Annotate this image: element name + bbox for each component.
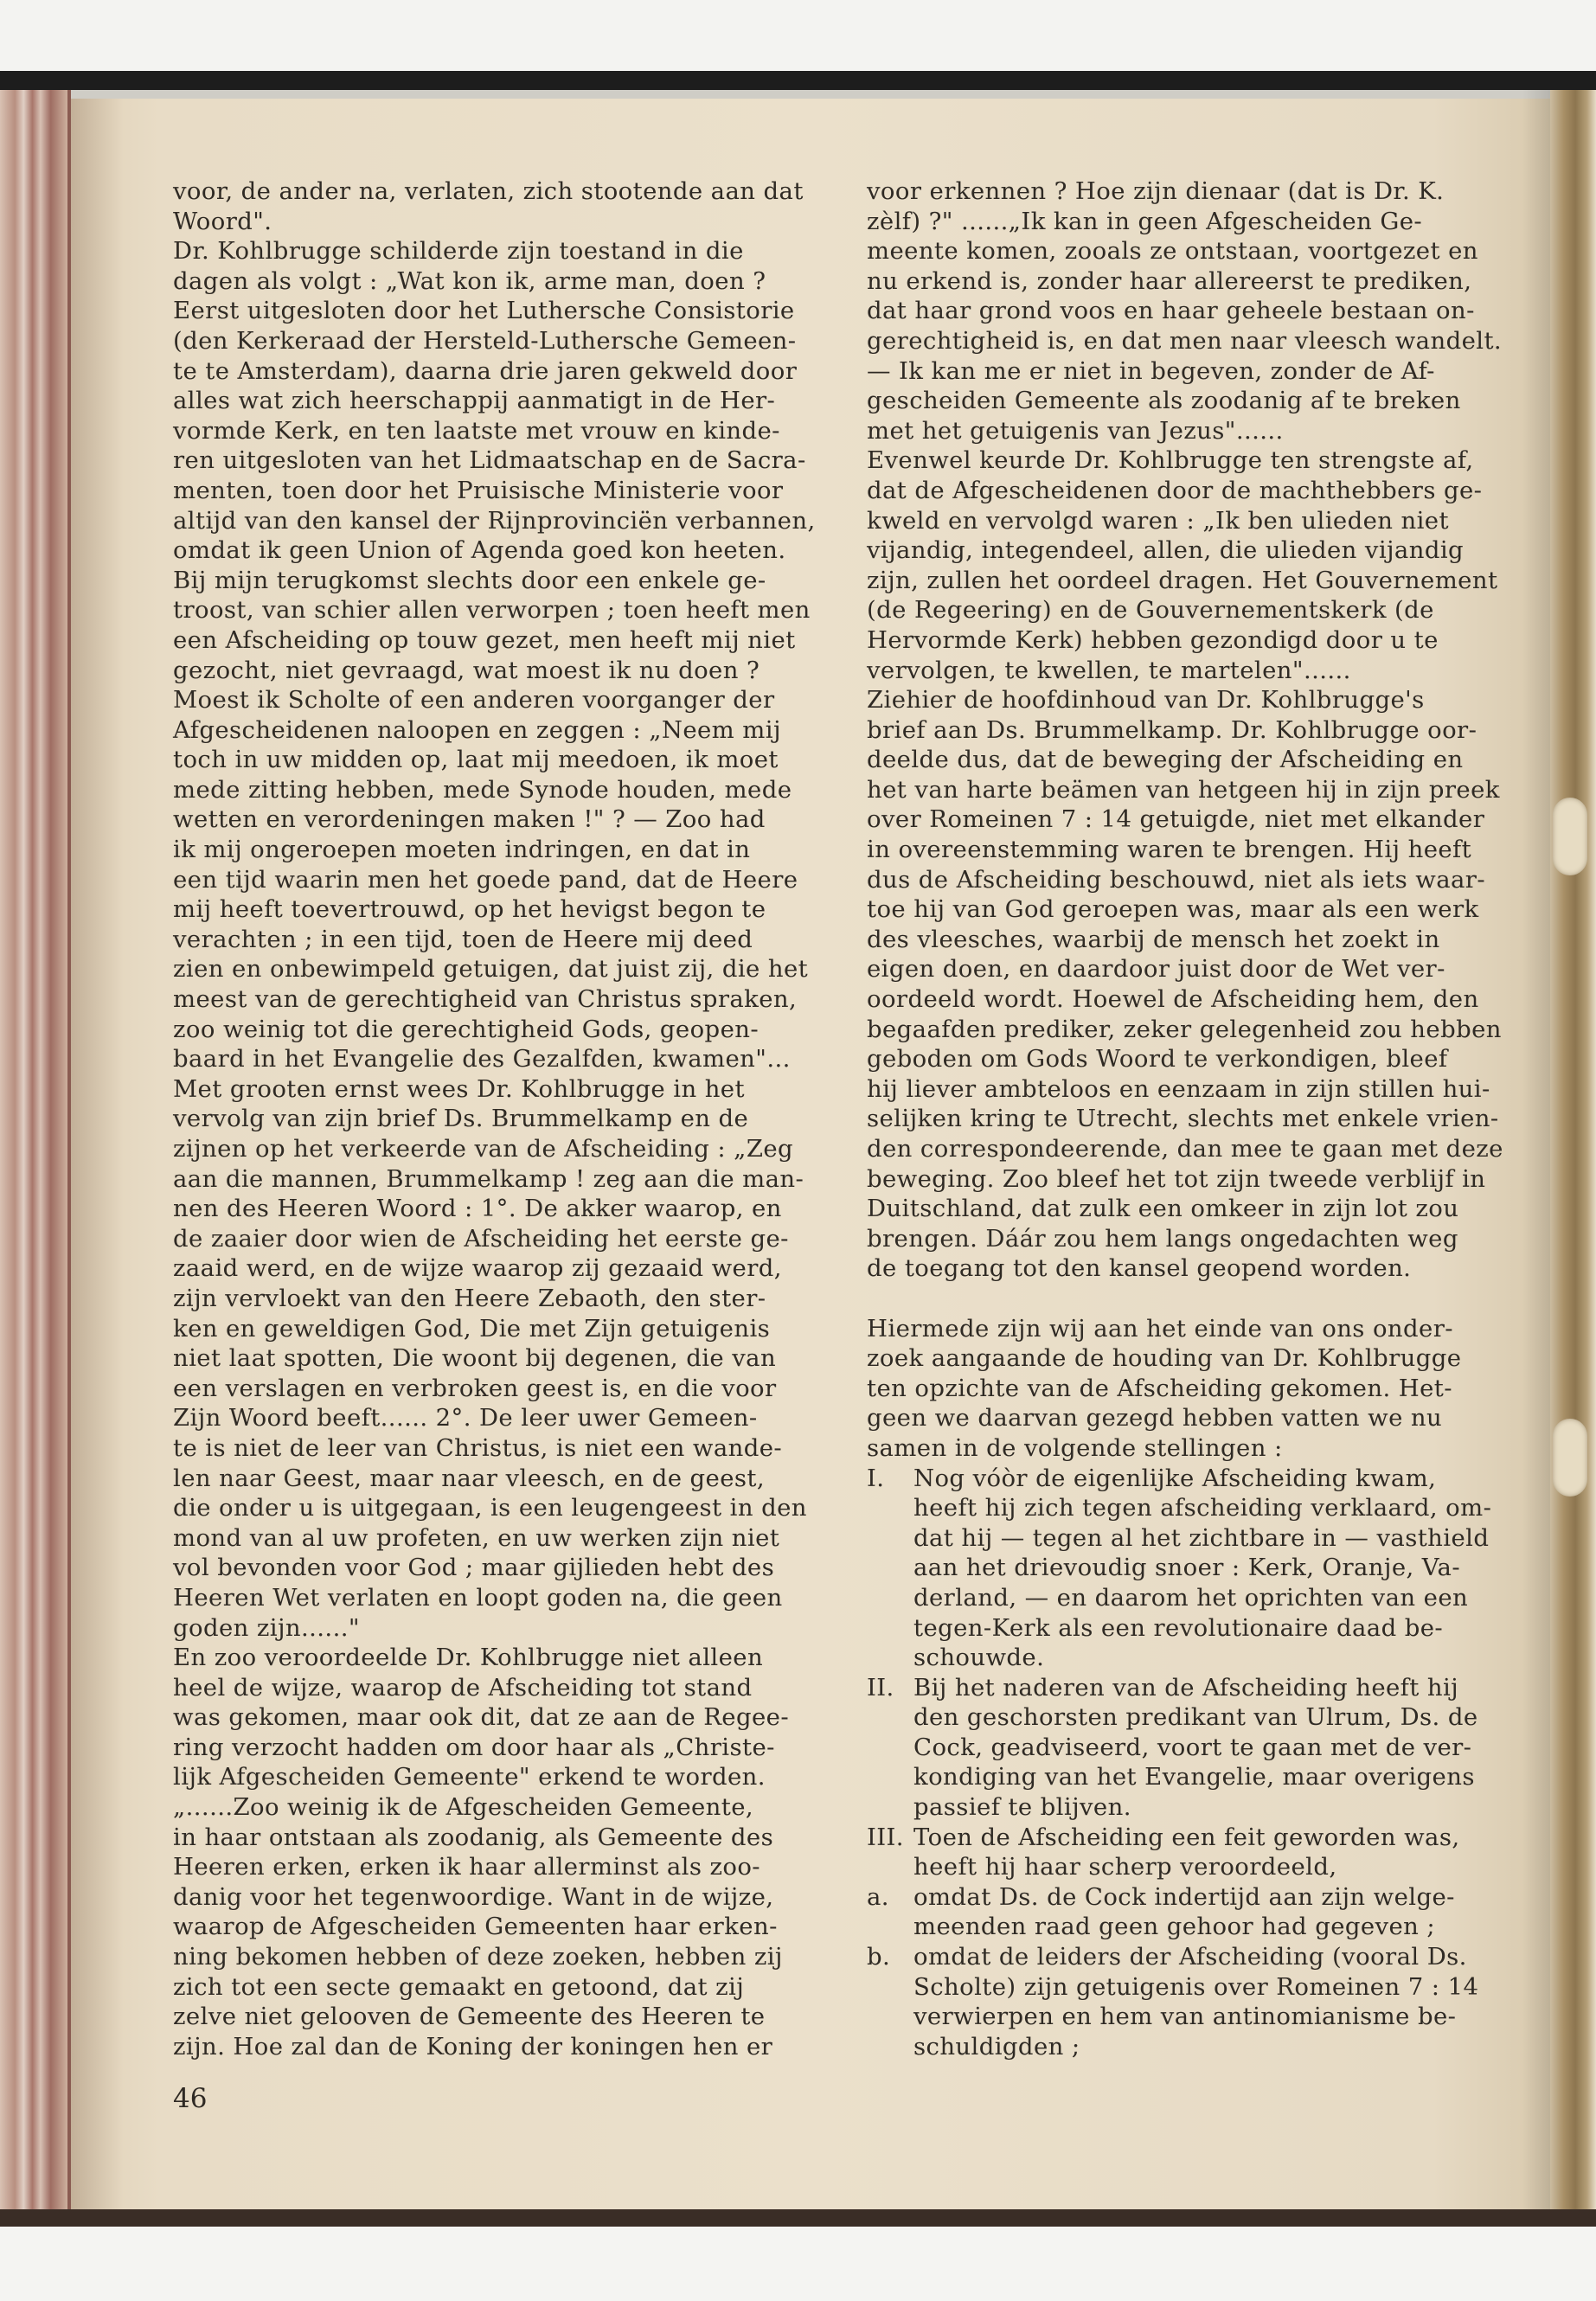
text-line: een Afscheiding op touw gezet, men heeft mij niet xyxy=(173,625,796,654)
thesis-item xyxy=(867,1942,1524,1972)
book-top-edge-light xyxy=(0,90,1596,99)
text-line: meest van de gerechtigheid van Christus spraken, xyxy=(173,985,798,1014)
text-line: ik mij ongeroepen moeten indringen, en dat in xyxy=(173,836,751,864)
text-line: de toegang tot den kansel geopend worden. xyxy=(867,1254,1412,1283)
text-line: Heeren erken, erken ik haar allerminst als zoo- xyxy=(173,1853,760,1881)
text-line: in overeenstemming waren te brengen. Hij heeft xyxy=(867,836,1472,864)
text-line: vijandig, integendeel, allen, die ulieden vijandig xyxy=(867,536,1465,565)
text-line: Cock, geadviseerd, voort te gaan met de ver- xyxy=(913,1733,1472,1761)
text-line: Dr. Kohlbrugge schilderde zijn toestand in die xyxy=(173,237,744,266)
text-line: dus de Afscheiding beschouwd, niet als iets waar- xyxy=(867,865,1486,894)
text-line: zelve niet gelooven de Gemeente des Heeren te xyxy=(173,2003,766,2031)
text-line: schouwde. xyxy=(913,1644,1045,1672)
text-line: ren uitgesloten van het Lidmaatschap en de Sacra- xyxy=(173,446,806,475)
thesis-item xyxy=(867,1673,1524,1703)
text-line: voor erkennen ? Hoe zijn dienaar (dat is Dr. K. xyxy=(867,177,1445,205)
text-line: vormde Kerk, en ten laatste met vrouw en kinde- xyxy=(173,416,780,445)
text-line: danig voor het tegenwoordige. Want in de wijze, xyxy=(173,1882,774,1911)
text-line: omdat ik geen Union of Agenda goed kon heeten. xyxy=(173,536,786,565)
thesis-item xyxy=(867,1823,1524,1853)
book-top-edge xyxy=(0,71,1596,90)
text-line: Woord". xyxy=(173,207,272,235)
text-line: Evenwel keurde Dr. Kohlbrugge ten strengste af, xyxy=(867,446,1474,475)
text-line: zoo weinig tot die gerechtigheid Gods, geopen- xyxy=(173,1015,760,1043)
thesis-text: Nog vóòr de eigenlijke Afscheiding kwam, xyxy=(913,1464,1437,1492)
text-line: niet laat spotten, Die woont bij degenen, die van xyxy=(173,1344,777,1373)
text-line: brengen. Dáár zou hem langs ongedachten weg xyxy=(867,1224,1458,1253)
page-number: 46 xyxy=(173,2083,208,2114)
text-line: mij heeft toevertrouwd, op het hevigst begon te xyxy=(173,895,766,924)
book-right-page-edges xyxy=(1550,90,1596,2209)
text-line: alles wat zich heerschappij aanmatigt in de Her- xyxy=(173,387,776,415)
text-line: voor, de ander na, verlaten, zich stootende aan dat xyxy=(173,177,804,205)
text-line: baard in het Evangelie des Gezalfden, kwamen"... xyxy=(173,1045,791,1074)
text-line: goden zijn......" xyxy=(173,1613,360,1642)
text-line: ning bekomen hebben of deze zoeken, hebben zij xyxy=(173,1943,783,1971)
text-line: Ziehier de hoofdinhoud van Dr. Kohlbrugge's xyxy=(867,686,1425,715)
text-line: des vleesches, waarbij de mensch het zoekt in xyxy=(867,925,1440,953)
text-line: kweld en vervolgd waren : „Ik ben ulieden niet xyxy=(867,506,1449,535)
text-line: verachten ; in een tijd, toen de Heere mij deed xyxy=(173,925,753,953)
text-line: oordeeld wordt. Hoewel de Afscheiding hem, den xyxy=(867,985,1479,1014)
thesis-number: a. xyxy=(867,1882,889,1911)
text-line: zich tot een secte gemaakt en getoond, dat zij xyxy=(173,1972,745,2001)
text-line: te te Amsterdam), daarna drie jaren gekweld door xyxy=(173,356,798,385)
text-line: zèlf) ?" ......„Ik kan in geen Afgescheiden Ge- xyxy=(867,207,1423,235)
text-line: een tijd waarin men het goede pand, dat de Heere xyxy=(173,865,798,894)
text-line: Zijn Woord beeft...... 2°. De leer uwer Gemeen- xyxy=(173,1404,758,1433)
text-line: nu erkend is, zonder haar allereerst te prediken, xyxy=(867,266,1472,295)
text-line: zaaid werd, en de wijze waarop zij gezaaid werd, xyxy=(173,1254,782,1283)
page-right-shadow xyxy=(1522,90,1550,2209)
thesis-text: omdat de leiders der Afscheiding (vooral Ds. xyxy=(913,1943,1467,1971)
text-line: begaafden prediker, zeker gelegenheid zou hebben xyxy=(867,1015,1502,1043)
text-line: waarop de Afgescheiden Gemeenten haar erken- xyxy=(173,1913,778,1941)
book-bottom-edge xyxy=(0,2209,1596,2227)
text-line: wetten en verordeningen maken !" ? — Zoo had xyxy=(173,805,766,834)
text-line: len naar Geest, maar naar vleesch, en de geest, xyxy=(173,1464,766,1492)
right-text-column xyxy=(867,176,1524,2061)
text-line: ten opzichte van de Afscheiding gekomen. Het- xyxy=(867,1374,1452,1402)
text-line: beweging. Zoo bleef het tot zijn tweede verblijf in xyxy=(867,1164,1486,1193)
text-line: (den Kerkeraad der Hersteld-Luthersche Gemeen- xyxy=(173,326,797,355)
text-line: over Romeinen 7 : 14 getuigde, niet met elkander xyxy=(867,805,1485,834)
text-line: „......Zoo weinig ik de Afgescheiden Gemeente, xyxy=(173,1793,754,1822)
text-line: Hiermede zijn wij aan het einde van ons onder- xyxy=(867,1314,1453,1343)
text-line: tegen-Kerk als een revolutionaire daad be- xyxy=(913,1613,1444,1642)
text-line: altijd van den kansel der Rijnprovinciën verbannen, xyxy=(173,506,816,535)
text-line: mede zitting hebben, mede Synode houden, mede xyxy=(173,775,792,804)
text-line: samen in de volgende stellingen : xyxy=(867,1433,1283,1462)
text-line: derland, — en daarom het oprichten van een xyxy=(913,1583,1469,1612)
text-line: vervolg van zijn brief Ds. Brummelkamp en de xyxy=(173,1105,749,1133)
scan-bottom-margin xyxy=(0,2227,1596,2301)
text-line: toch in uw midden op, laat mij meedoen, ik moet xyxy=(173,746,779,774)
text-line: die onder u is uitgegaan, is een leugengeest in den xyxy=(173,1494,807,1522)
text-line: dat de Afgescheidenen door de machthebbers ge- xyxy=(867,476,1483,504)
page-tab-marker xyxy=(1553,798,1587,875)
text-line: dat hij — tegen al het zichtbare in — vasthield xyxy=(913,1523,1490,1552)
text-line: zijn vervloekt van den Heere Zebaoth, den ster- xyxy=(173,1284,766,1312)
text-line: zien en onbewimpeld getuigen, dat juist zij, die het xyxy=(173,955,809,984)
text-line: zijn, zullen het oordeel dragen. Het Gouvernement xyxy=(867,566,1498,594)
text-line: Heeren Wet verlaten en loopt goden na, die geen xyxy=(173,1583,783,1612)
page-gutter-shadow xyxy=(71,99,123,2209)
text-line: troost, van schier allen verworpen ; toen heeft men xyxy=(173,596,811,625)
thesis-text: Bij het naderen van de Afscheiding heeft hij xyxy=(913,1673,1459,1702)
text-line: vervolgen, te kwellen, te martelen"...... xyxy=(867,656,1351,684)
text-line: Duitschland, dat zulk een omkeer in zijn lot zou xyxy=(867,1195,1459,1223)
thesis-number: III. xyxy=(867,1823,904,1851)
text-line: meente komen, zooals ze ontstaan, voortgezet en xyxy=(867,237,1478,266)
text-line: was gekomen, maar ook dit, dat ze aan de Regee- xyxy=(173,1703,790,1732)
thesis-text: Toen de Afscheiding een feit geworden was, xyxy=(913,1823,1460,1851)
book-left-page-edges xyxy=(0,90,67,2209)
text-line: Eerst uitgesloten door het Luthersche Consistorie xyxy=(173,297,795,325)
text-line: nen des Heeren Woord : 1°. De akker waarop, en xyxy=(173,1195,782,1223)
text-line: gezocht, niet gevraagd, wat moest ik nu doen ? xyxy=(173,656,760,684)
text-line: dat haar grond voos en haar geheele bestaan on- xyxy=(867,297,1475,325)
text-line: geen we daarvan gezegd hebben vatten we nu xyxy=(867,1404,1443,1433)
text-line: hij liever ambteloos en eenzaam in zijn stillen hui- xyxy=(867,1074,1490,1103)
text-line: meenden raad geen gehoor had gegeven ; xyxy=(913,1913,1436,1941)
text-line: een verslagen en verbroken geest is, en die voor xyxy=(173,1374,777,1402)
text-line: geboden om Gods Woord te verkondigen, bleef xyxy=(867,1045,1448,1074)
text-line: passief te blijven. xyxy=(913,1793,1131,1822)
text-line: heeft hij zich tegen afscheiding verklaard, om- xyxy=(913,1494,1492,1522)
text-line: dagen als volgt : „Wat kon ik, arme man, doen ? xyxy=(173,266,766,295)
text-line: En zoo veroordeelde Dr. Kohlbrugge niet alleen xyxy=(173,1644,764,1672)
text-line: Bij mijn terugkomst slechts door een enkele ge- xyxy=(173,566,766,594)
thesis-number: b. xyxy=(867,1943,891,1971)
text-line: Hervormde Kerk) hebben gezondigd door u te xyxy=(867,625,1439,654)
text-line: eigen doen, en daardoor juist door de Wet ver- xyxy=(867,955,1445,984)
thesis-item xyxy=(867,1882,1524,1913)
text-line: ring verzocht hadden om door haar als „Christe- xyxy=(173,1733,775,1761)
text-line: gerechtigheid is, en dat men naar vleesch wandelt. xyxy=(867,326,1503,355)
text-line: heeft hij haar scherp veroordeeld, xyxy=(913,1853,1337,1881)
text-line: schuldigden ; xyxy=(913,2032,1080,2061)
text-line: verwierpen en hem van antinomianisme be- xyxy=(913,2003,1457,2031)
text-line: — Ik kan me er niet in begeven, zonder de Af- xyxy=(867,356,1435,385)
text-line: in haar ontstaan als zoodanig, als Gemeente des xyxy=(173,1823,774,1851)
text-line: deelde dus, dat de beweging der Afscheiding en xyxy=(867,746,1464,774)
text-line: den geschorsten predikant van Ulrum, Ds. de xyxy=(913,1703,1478,1732)
text-line: Afgescheidenen naloopen en zeggen : „Neem mij xyxy=(173,715,781,744)
text-line: te is niet de leer van Christus, is niet een wande- xyxy=(173,1433,783,1462)
text-line: gescheiden Gemeente als zoodanig af te breken xyxy=(867,387,1461,415)
left-text-column xyxy=(173,176,830,2061)
text-line: Moest ik Scholte of een anderen voorganger der xyxy=(173,686,775,715)
text-line: met het getuigenis van Jezus"...... xyxy=(867,416,1284,445)
thesis-item xyxy=(867,1464,1524,1494)
text-line: menten, toen door het Pruisische Ministerie voor xyxy=(173,476,784,504)
text-line: zijn. Hoe zal dan de Koning der koningen hen er xyxy=(173,2032,773,2061)
text-line: lijk Afgescheiden Gemeente" erkend te worden. xyxy=(173,1763,766,1791)
text-line: ken en geweldigen God, Die met Zijn getuigenis xyxy=(173,1314,771,1343)
thesis-text: omdat Ds. de Cock indertijd aan zijn welge- xyxy=(913,1882,1455,1911)
text-line: het van harte beämen van hetgeen hij in zijn preek xyxy=(867,775,1500,804)
text-line: brief aan Ds. Brummelkamp. Dr. Kohlbrugge oor- xyxy=(867,715,1477,744)
page-tab-marker xyxy=(1553,1419,1587,1497)
text-line: vol bevonden voor God ; maar gijlieden hebt des xyxy=(173,1554,775,1582)
text-line: aan die mannen, Brummelkamp ! zeg aan die man- xyxy=(173,1164,804,1193)
thesis-number: I. xyxy=(867,1464,885,1492)
text-line: selijken kring te Utrecht, slechts met enkele vrien- xyxy=(867,1105,1499,1133)
text-line: den correspondeerende, dan mee te gaan met deze xyxy=(867,1135,1503,1163)
text-line: kondiging van het Evangelie, maar overigens xyxy=(913,1763,1475,1791)
text-line: Met grooten ernst wees Dr. Kohlbrugge in het xyxy=(173,1074,745,1103)
text-line: zijnen op het verkeerde van de Afscheiding : „Zeg xyxy=(173,1135,794,1163)
text-line: aan het drievoudig snoer : Kerk, Oranje, Va- xyxy=(913,1554,1461,1582)
text-line: zoek aangaande de houding van Dr. Kohlbrugge xyxy=(867,1344,1462,1373)
paragraph-gap xyxy=(867,1284,1524,1314)
text-line: mond van al uw profeten, en uw werken zijn niet xyxy=(173,1523,780,1552)
text-line: heel de wijze, waarop de Afscheiding tot stand xyxy=(173,1673,753,1702)
text-line: de zaaier door wien de Afscheiding het eerste ge- xyxy=(173,1224,789,1253)
thesis-number: II. xyxy=(867,1673,894,1702)
text-line: Scholte) zijn getuigenis over Romeinen 7 : 14 xyxy=(913,1972,1479,2001)
text-line: toe hij van God geroepen was, maar als een werk xyxy=(867,895,1479,924)
text-line: (de Regeering) en de Gouvernementskerk (de xyxy=(867,596,1434,625)
